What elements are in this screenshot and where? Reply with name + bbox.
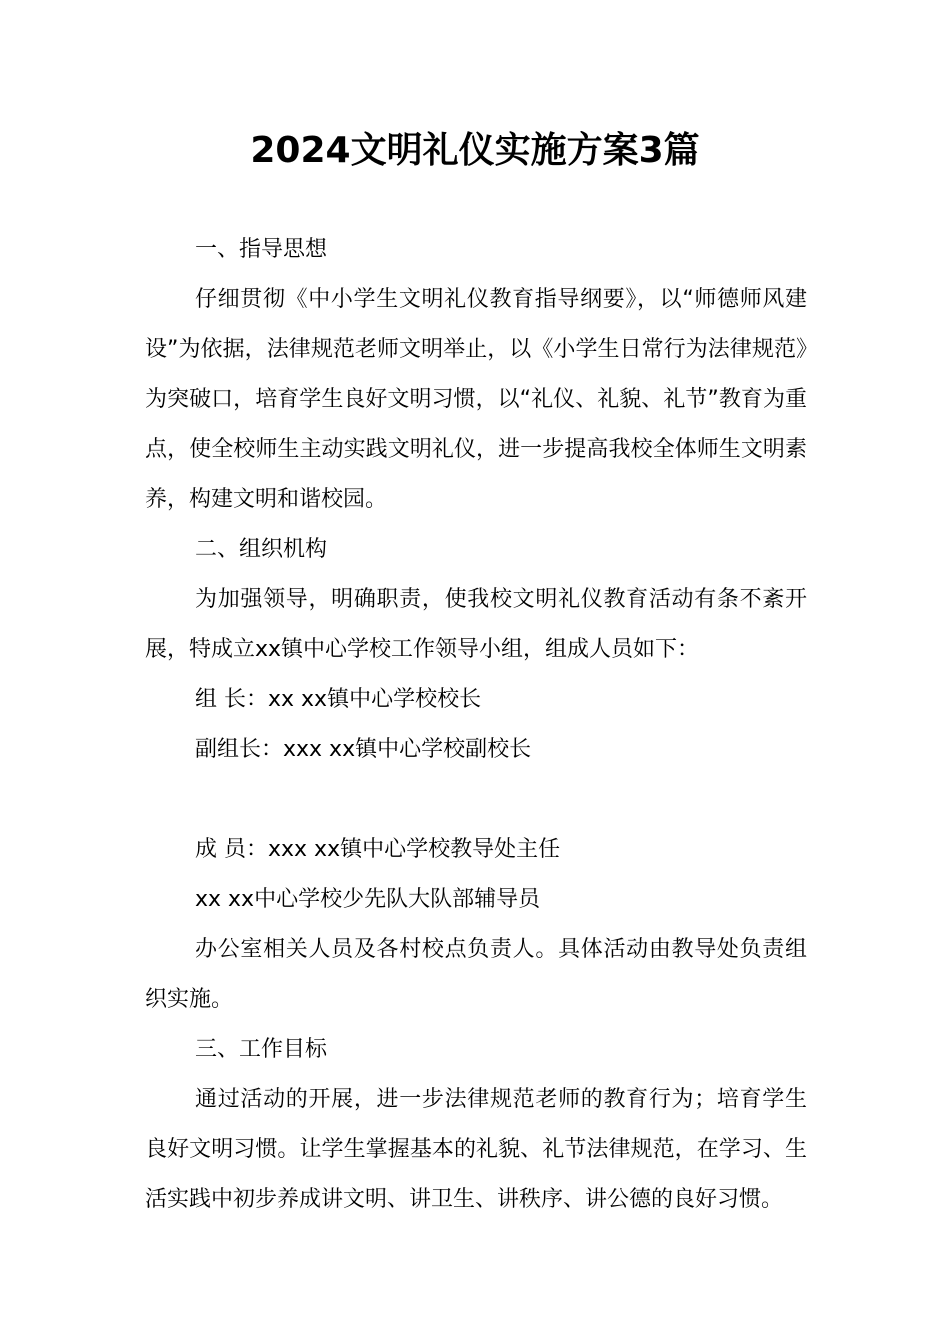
blank-line	[145, 775, 807, 825]
paragraph-work-goals: 通过活动的开展，进一步法律规范老师的教育行为；培育学生良好文明习惯。让学生掌握基本的礼貌、礼节法律规范，在学习、生活实践中初步养成讲文明、讲卫生、讲秩序、讲公德的良好习惯。	[145, 1087, 807, 1212]
member-counselor: xx xx中心学校少先队大队部辅导员	[195, 887, 541, 912]
document-title: 2024文明礼仪实施方案3篇	[250, 130, 700, 171]
paragraph-office-staff: 办公室相关人员及各村校点负责人。具体活动由教导处负责组织实施。	[145, 937, 807, 1012]
member-deputy-leader: 副组长：xxx xx镇中心学校副校长	[195, 737, 532, 762]
paragraph-organization: 为加强领导，明确职责，使我校文明礼仪教育活动有条不紊开展，特成立xx镇中心学校工作领导小组，组成人员如下：	[145, 587, 807, 662]
section-heading-organization: 二、组织机构	[195, 537, 328, 562]
section-heading-work-goals: 三、工作目标	[195, 1037, 328, 1062]
paragraph-guiding-ideology: 仔细贯彻《中小学生文明礼仪教育指导纲要》，以“师德师风建设”为依据，法律规范老师文明举止，以《小学生日常行为法律规范》为突破口，培育学生良好文明习惯，以“礼仪、礼貌、礼节”教育为重点，使全校师生主动实践文明礼仪，进一步提高我校全体师生文明素养，构建文明和谐校园。	[145, 287, 807, 512]
document-body	[145, 225, 807, 1225]
member-members: 成 员：xxx xx镇中心学校教导处主任	[195, 837, 561, 862]
member-leader: 组 长：xx xx镇中心学校校长	[195, 687, 482, 712]
section-heading-guiding-ideology: 一、指导思想	[195, 237, 328, 262]
